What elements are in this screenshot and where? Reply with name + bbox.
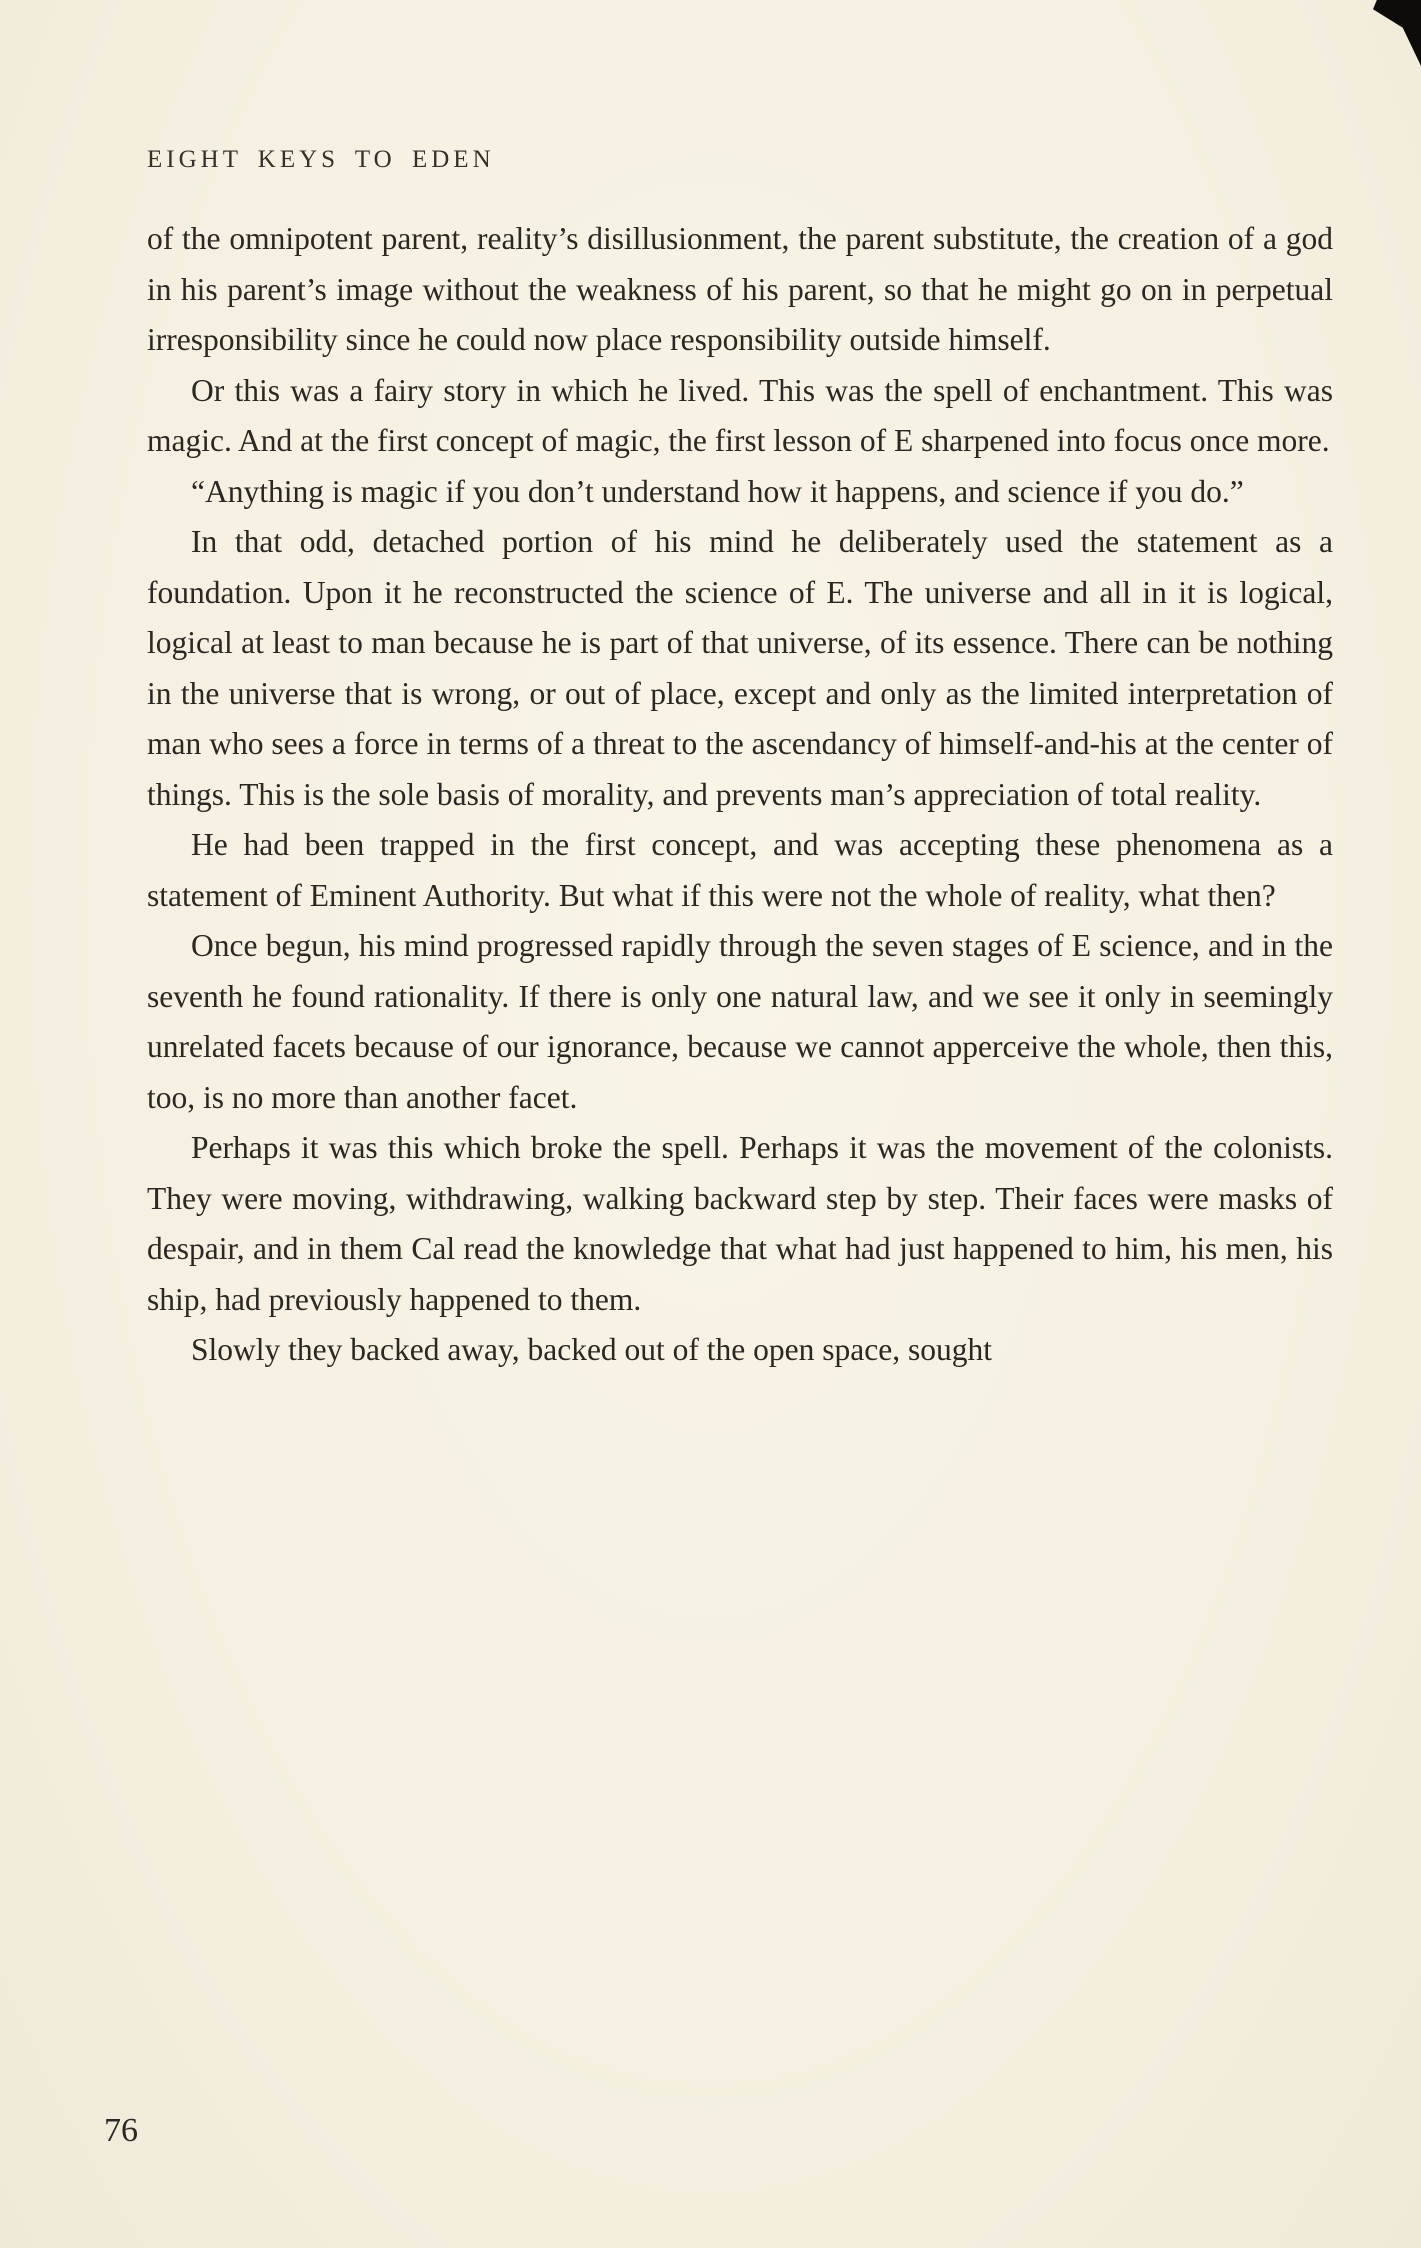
body-paragraph: He had been trapped in the first concept, and was accepting these phenomena as a statement of Eminent Authority. But what if this were not the whole of reality, what then? — [147, 827, 1333, 913]
body-paragraph: Slowly they backed away, backed out of the open space, sought — [191, 1332, 992, 1367]
body-text — [147, 214, 1333, 1376]
body-paragraph: Once begun, his mind progressed rapidly through the seven stages of E science, and in the seventh he found rationality. If there is only one natural law, and we see it only in seemingly unrelated facets because of our ignorance, because we cannot apperceive the whole, then this, too, is no more than another facet. — [147, 928, 1333, 1115]
running-header: EIGHT KEYS TO EDEN — [147, 146, 495, 173]
body-paragraph: Perhaps it was this which broke the spell. Perhaps it was the movement of the colonists. They were moving, withdrawing, walking backward step by step. Their faces were masks of despair, and in them Cal read the knowledge that what had just happened to him, his men, his ship, had previously happened to them. — [147, 1130, 1333, 1317]
body-paragraph: “Anything is magic if you don’t understand how it happens, and science if you do.” — [191, 473, 1244, 509]
body-paragraph: In that odd, detached portion of his mind he deliberately used the statement as a foundation. Upon it he reconstructed the science of E. The universe and all in it is logical, logical at least to man because he is part of that universe, of its essence. There can be nothing in the universe that is wrong, or out of place, except and only as the limited interpretation of man who sees a force in terms of a threat to the ascendancy of himself-and-his at the center of things. This is the sole basis of morality, and prevents man’s appreciation of total reality. — [147, 524, 1333, 812]
body-paragraph: of the omnipotent parent, reality’s disillusionment, the parent substitute, the creation of a god in his parent’s image without the weakness of his parent, so that he might go on in perpetual irresponsibility since he could now place responsibility outside himself. — [147, 221, 1333, 357]
page-number: 76 — [104, 2112, 138, 2149]
body-paragraph: Or this was a fairy story in which he lived. This was the spell of enchantment. This was magic. And at the first concept of magic, the first lesson of E sharpened into focus once more. — [147, 372, 1333, 458]
scan-artifact-mark — [1373, 0, 1421, 66]
